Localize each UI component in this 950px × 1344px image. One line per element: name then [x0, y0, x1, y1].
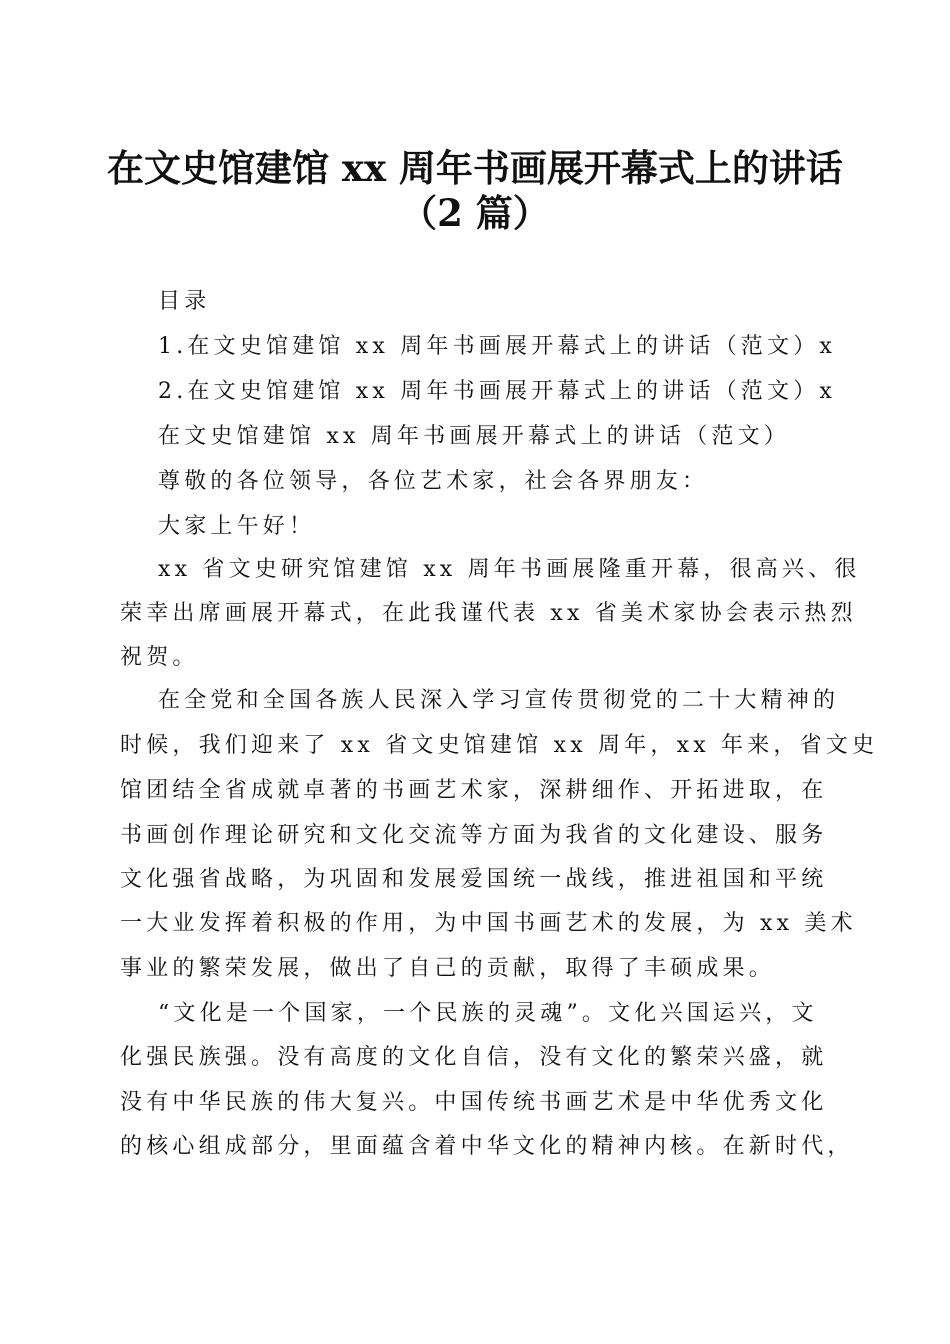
section-title: 在文史馆建馆 xx 周年书画展开幕式上的讲话（范文） [158, 424, 791, 449]
paragraph-line: xx 省文史研究馆建馆 xx 周年书画展隆重开幕，很高兴、很 [158, 557, 861, 582]
paragraph-line: “文化是一个国家，一个民族的灵魂”。文化兴国运兴，文 [158, 1001, 818, 1026]
toc-item[interactable]: 2.在文史馆建馆 xx 周年书画展开幕式上的讲话（范文）x [158, 379, 836, 404]
paragraph-line: 的核心组成部分，里面蕴含着中华文化的精神内核。在新时代， [120, 1134, 854, 1159]
paragraph-line: 荣幸出席画展开幕式，在此我谨代表 xx 省美术家协会表示热烈 [120, 601, 857, 626]
toc-heading: 目录 [158, 289, 211, 314]
paragraph-line: 一大业发挥着积极的作用，为中国书画艺术的发展，为 xx 美术 [120, 911, 857, 936]
salutation: 尊敬的各位领导，各位艺术家，社会各界朋友： [158, 469, 709, 494]
document-title-count: （2 篇） [400, 191, 550, 235]
paragraph-line: 文化强省战略，为巩固和发展爱国统一战线，推进祖国和平统 [120, 867, 828, 892]
paragraph-line: 没有中华民族的伟大复兴。中国传统书画艺术是中华优秀文化 [120, 1090, 828, 1115]
paragraph-line: 馆团结全省成就卓著的书画艺术家，深耕细作、开拓进取，在 [120, 778, 828, 803]
greeting: 大家上午好！ [158, 514, 316, 539]
document-title: 在文史馆建馆 xx 周年书画展开幕式上的讲话 [107, 146, 843, 190]
paragraph-line: 化强民族强。没有高度的文化自信，没有文化的繁荣兴盛，就 [120, 1045, 828, 1070]
paragraph-line: 时候，我们迎来了 xx 省文史馆建馆 xx 周年，xx 年来，省文史 [120, 733, 879, 758]
paragraph-line: 在全党和全国各族人民深入学习宣传贯彻党的二十大精神的 [158, 688, 840, 713]
paragraph-line: 书画创作理论研究和文化交流等方面为我省的文化建设、服务 [120, 823, 828, 848]
paragraph-line: 祝贺。 [120, 645, 199, 670]
paragraph-line: 事业的繁荣发展，做出了自己的贡献，取得了丰硕成果。 [120, 956, 776, 981]
toc-item[interactable]: 1.在文史馆建馆 xx 周年书画展开幕式上的讲话（范文）x [158, 334, 836, 359]
